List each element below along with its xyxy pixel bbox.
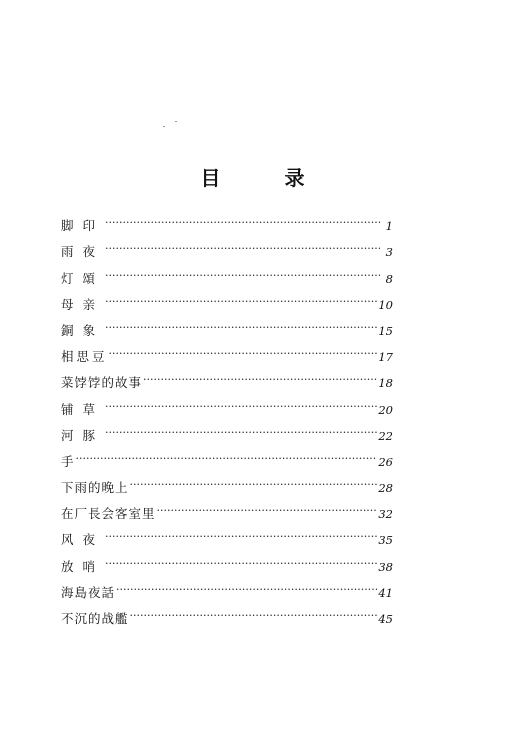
entry-page-number: 32	[378, 507, 393, 522]
paper-speck	[175, 121, 177, 122]
entry-page-number: 3	[385, 245, 393, 260]
entry-page-number: 45	[378, 612, 393, 626]
entry-title: 銅象	[61, 322, 105, 338]
entry-title: 铺草	[61, 401, 105, 417]
entry-page-number: 26	[378, 454, 393, 469]
toc-entry	[61, 391, 393, 417]
dot-leader	[105, 529, 377, 545]
dot-leader	[130, 608, 378, 624]
entry-title: 手	[61, 453, 75, 469]
entry-title: 河豚	[61, 427, 105, 443]
entry-title: 放哨	[61, 558, 105, 574]
entry-page-number: 28	[378, 481, 393, 496]
table-of-contents	[61, 208, 393, 627]
entry-page-number: 15	[378, 323, 393, 338]
entry-page-number: 38	[378, 559, 393, 574]
toc-entry	[61, 444, 393, 470]
dot-leader	[105, 556, 377, 572]
toc-entry	[61, 339, 393, 365]
paper-speck	[163, 126, 165, 127]
toc-entry	[61, 522, 393, 548]
entry-title: 不沉的战艦	[61, 611, 129, 626]
entry-page-number: 18	[378, 376, 393, 391]
toc-entry	[61, 365, 393, 391]
entry-title: 在厂長会客室里	[61, 506, 156, 522]
entry-title: 灯頌	[61, 270, 105, 286]
entry-title: 海島夜話	[61, 584, 116, 600]
dot-leader	[105, 241, 380, 257]
dot-leader	[157, 503, 378, 519]
entry-title: 下雨的晚上	[61, 480, 129, 496]
entry-title: 相思豆	[61, 349, 108, 365]
toc-entry	[61, 496, 393, 522]
toc-entry	[61, 208, 393, 234]
dot-leader	[105, 399, 377, 415]
dot-leader	[116, 582, 377, 598]
entry-page-number: 10	[378, 297, 393, 312]
entry-page-number: 20	[378, 402, 393, 417]
entry-page-number: 22	[378, 428, 393, 443]
entry-page-number: 17	[378, 350, 393, 365]
toc-entry	[61, 548, 393, 574]
toc-title: 目 录	[200, 166, 327, 190]
toc-entry	[61, 234, 393, 260]
dot-leader	[105, 294, 377, 310]
toc-entry	[61, 470, 393, 496]
dot-leader	[143, 372, 377, 388]
entry-page-number: 35	[378, 533, 393, 548]
entry-title: 雨夜	[61, 244, 105, 260]
dot-leader	[105, 215, 380, 231]
toc-entry	[61, 575, 393, 601]
entry-page-number: 41	[378, 585, 393, 600]
dot-leader	[130, 477, 378, 493]
entry-title: 母亲	[61, 296, 105, 312]
dot-leader	[76, 451, 378, 467]
toc-entry	[61, 260, 393, 286]
dot-leader	[105, 268, 380, 284]
toc-entry	[61, 418, 393, 444]
dot-leader	[109, 346, 378, 362]
entry-title: 风夜	[61, 532, 105, 548]
toc-entry	[61, 287, 393, 313]
entry-page-number: 1	[385, 219, 393, 234]
entry-title: 脚印	[61, 218, 105, 234]
entry-page-number: 8	[385, 271, 393, 286]
toc-entry	[61, 313, 393, 339]
entry-title: 菜饽饽的故事	[61, 375, 143, 391]
dot-leader	[105, 425, 377, 441]
toc-entry	[61, 601, 393, 627]
dot-leader	[105, 320, 377, 336]
